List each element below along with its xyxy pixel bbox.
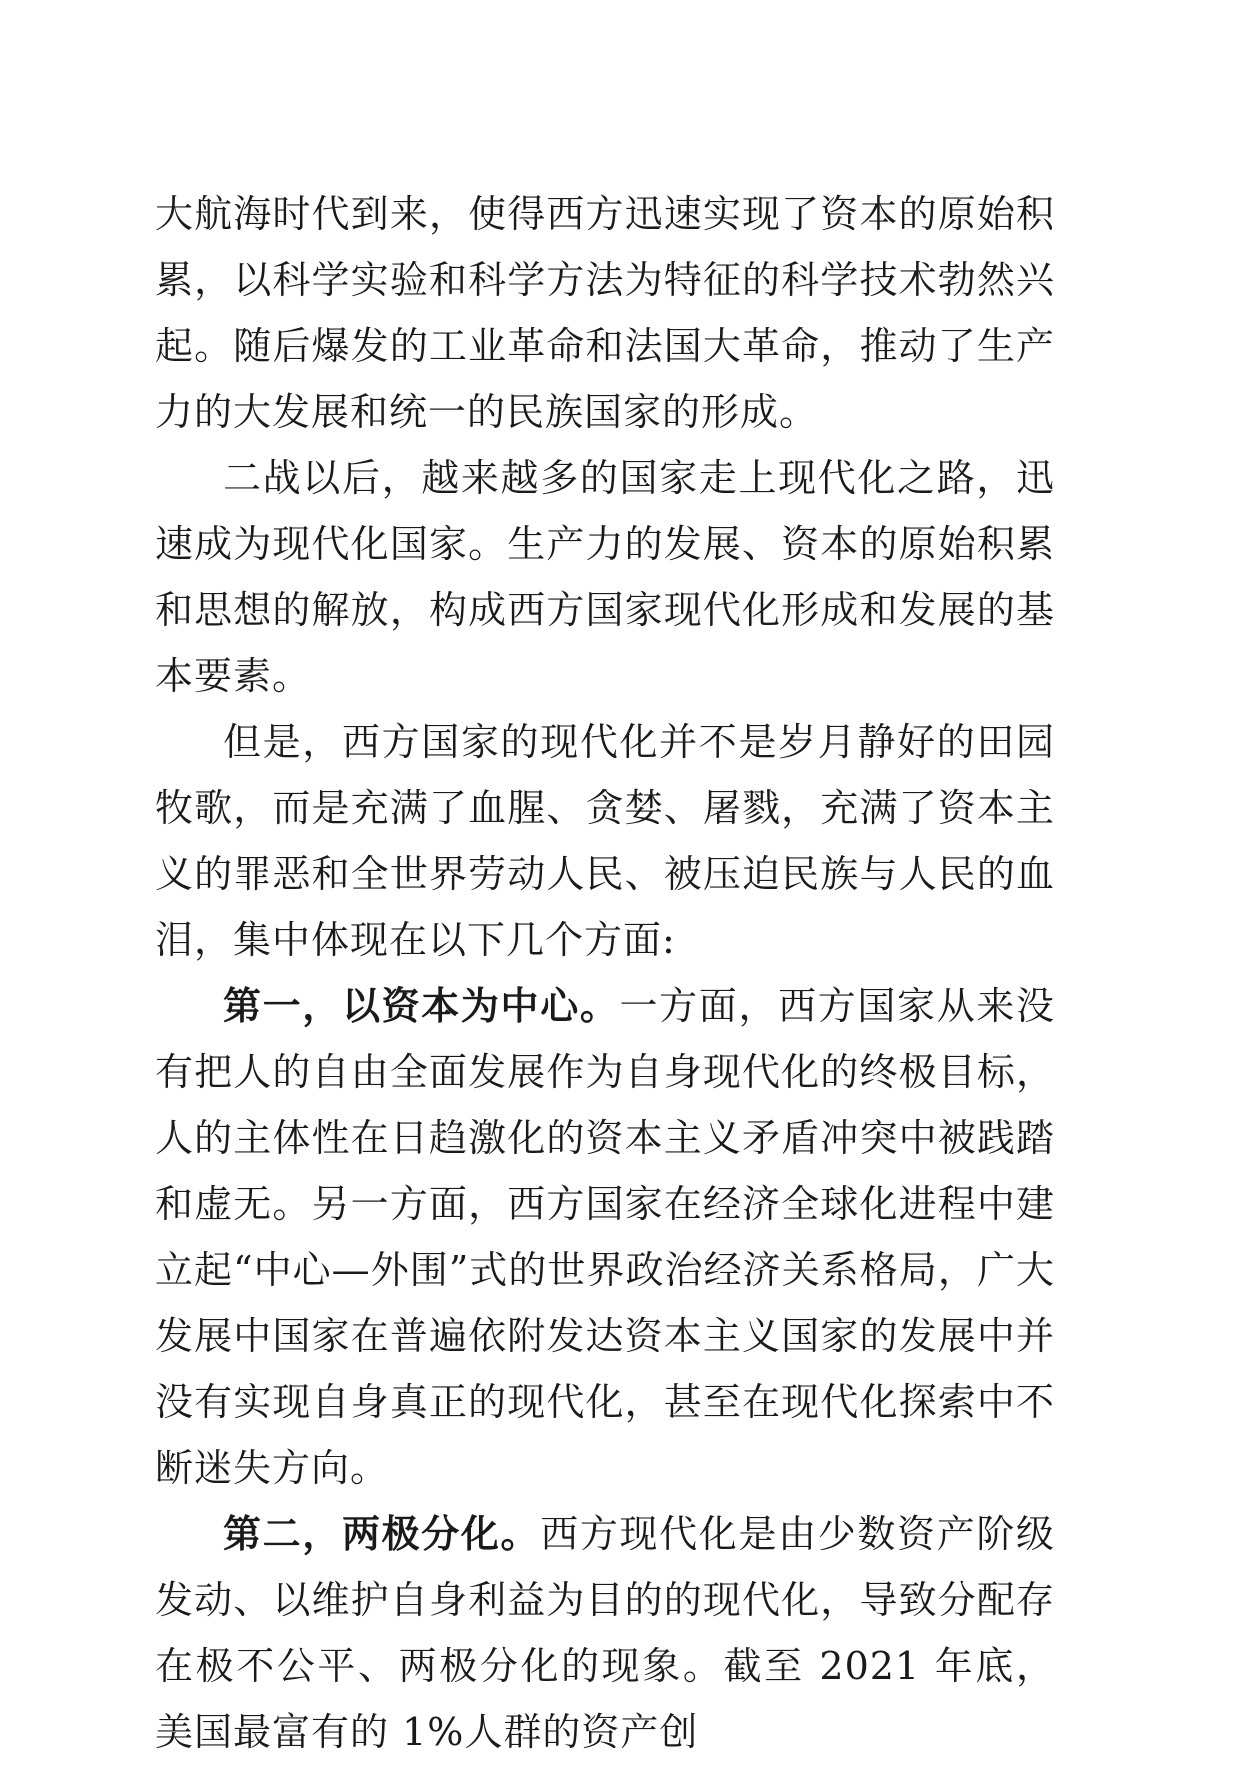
body-text [155, 181, 1055, 1765]
paragraph-post-war [155, 445, 1055, 709]
paragraph-lead-heading: 第一，以资本为中心。 [223, 983, 620, 1028]
paragraph-text: 但是，西方国家的现代化并不是岁月静好的田园牧歌，而是充满了血腥、贪婪、屠戮，充满了资本主义的罪恶和全世界劳动人民、被压迫民族与人民的血泪，集中体现在以下几个方面: [155, 720, 1055, 962]
paragraph-lead-heading: 第二，两极分化。 [223, 1511, 541, 1556]
paragraph-point-one [155, 973, 1055, 1501]
paragraph-text: 大航海时代到来，使得西方迅速实现了资本的原始积累，以科学实验和科学方法为特征的科学技术勃然兴起。随后爆发的工业革命和法国大革命，推动了生产力的大发展和统一的民族国家的形成。 [155, 192, 1055, 434]
paragraph-text: 一方面，西方国家从来没有把人的自由全面发展作为自身现代化的终极目标，人的主体性在日趋激化的资本主义矛盾冲突中被践踏和虚无。另一方面，西方国家在经济全球化进程中建立起“中心—外围”式的世界政治经济关系格局，广大发展中国家在普遍依附发达资本主义国家的发展中并没有实现自身真正的现代化，甚至在现代化探索中不断迷失方向。 [155, 984, 1055, 1490]
paragraph-however [155, 709, 1055, 973]
paragraph-text: 二战以后，越来越多的国家走上现代化之路，迅速成为现代化国家。生产力的发展、资本的原始积累和思想的解放，构成西方国家现代化形成和发展的基本要素。 [155, 456, 1055, 698]
paragraph-continuation [155, 181, 1055, 445]
paragraph-text: 西方现代化是由少数资产阶级发动、以维护自身利益为目的的现代化，导致分配存在极不公平、两极分化的现象。截至 2021 年底，美国最富有的 1%人群的资产创 [155, 1512, 1055, 1754]
paragraph-point-two [155, 1501, 1055, 1765]
